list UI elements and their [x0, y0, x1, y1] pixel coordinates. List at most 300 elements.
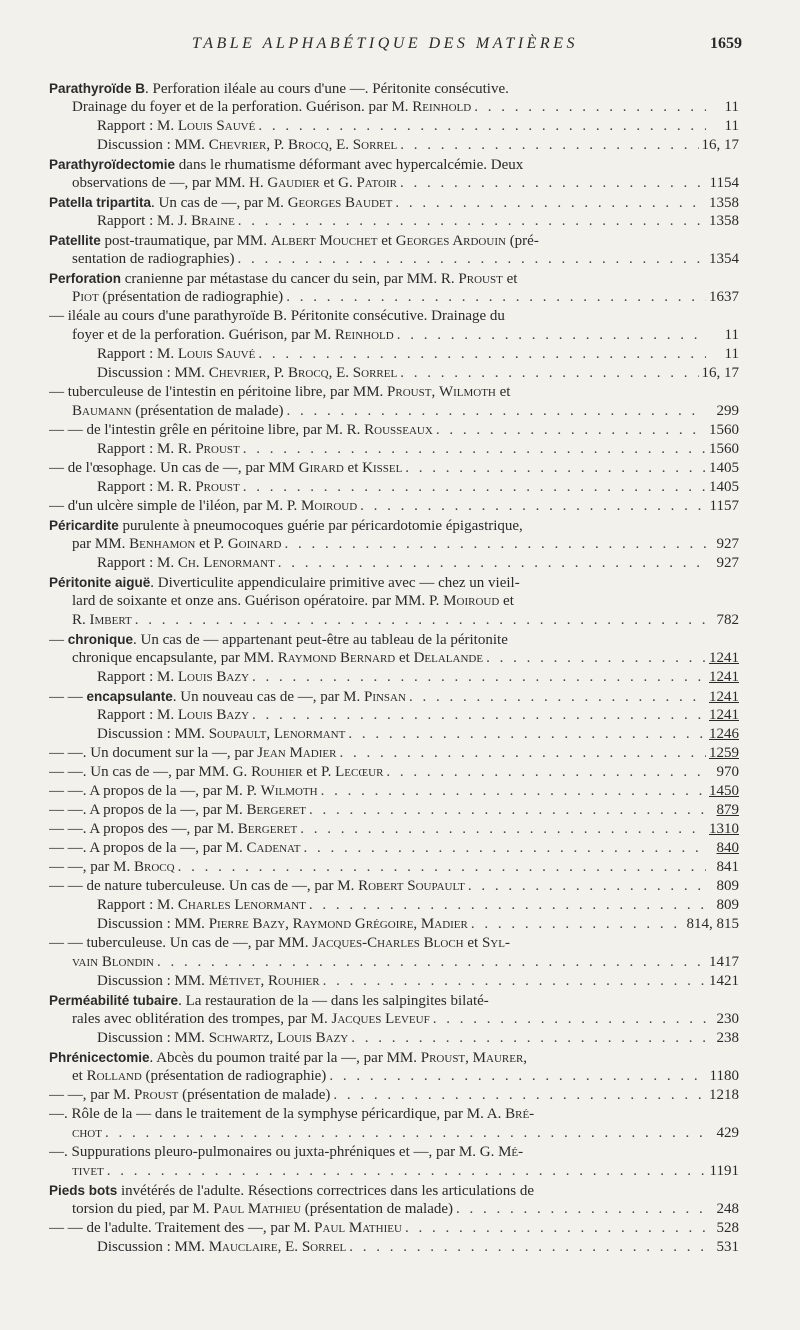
- entry-text: [97, 345, 255, 364]
- page-reference: 927: [716, 555, 739, 571]
- entry-text: [49, 1219, 402, 1238]
- entry-text: [72, 174, 397, 193]
- entry-headword: encapsulante: [86, 689, 173, 704]
- entry-text: [97, 1029, 348, 1048]
- entry-text-fragment: invétérés de l'adulte. Résections correctrices dans les articulations de: [117, 1183, 534, 1199]
- entry-text: [49, 1183, 534, 1199]
- page-reference: 927: [716, 536, 739, 552]
- author-name: Proust: [458, 271, 503, 287]
- author-name: Sorrel: [352, 137, 398, 153]
- entry-text-fragment: Rapport : M. R.: [97, 479, 196, 495]
- author-name: Kissel: [362, 460, 403, 476]
- entry-text-fragment: et G.: [319, 175, 357, 191]
- entry-text: [72, 535, 281, 554]
- entry-text-fragment: Rapport : M.: [97, 707, 178, 723]
- entry-headword: Patella tripartita: [49, 195, 152, 210]
- index-line: [49, 478, 739, 497]
- dot-leader: [386, 763, 706, 782]
- page-reference: 1241: [709, 669, 739, 685]
- author-name: Bergeret: [237, 821, 298, 837]
- entry-text-fragment: Drainage du foyer et de la perforation. Guérison. par M.: [72, 99, 413, 115]
- index-line: [49, 1238, 739, 1257]
- entry-text-fragment: (présentation de malade): [131, 403, 284, 419]
- index-line: [49, 79, 739, 98]
- index-line: [49, 1162, 739, 1181]
- author-name: Louis Sauvé: [177, 118, 256, 134]
- entry-text-fragment: lard de soixante et onze ans. Guérison opératoire. par MM. P.: [72, 593, 444, 609]
- entry-text: [49, 233, 539, 249]
- index-entries: [49, 79, 739, 1257]
- entry-text-fragment: . Un cas de — appartenant peut-être au tableau de la péritonite: [133, 632, 508, 648]
- entry-text-fragment: et: [395, 650, 414, 666]
- author-name: Schwartz: [208, 1030, 270, 1046]
- page-reference: 1310: [709, 821, 739, 837]
- entry-text-fragment: ,: [260, 973, 269, 989]
- entry-text-fragment: — —: [49, 689, 87, 705]
- entry-text-fragment: (présentation de radiographie): [98, 289, 284, 305]
- entry-text-fragment: et: [463, 935, 482, 951]
- entry-text: [72, 1010, 430, 1029]
- entry-text-fragment: —. Rôle de la — dans le traitement de la symphyse péricardique, par M. A.: [49, 1106, 506, 1122]
- entry-text-fragment: — —. Un document sur la —, par: [49, 745, 258, 761]
- author-name: Reinhold: [334, 327, 394, 343]
- author-name: Albert Mouchet: [270, 233, 378, 249]
- entry-text: [49, 157, 523, 173]
- entry-text-fragment: . Diverticulite appendiculaire primitive avec — chez un vieil-: [150, 575, 520, 591]
- entry-text: [97, 972, 320, 991]
- dot-leader: [238, 212, 706, 231]
- index-line: [49, 915, 739, 934]
- index-line: [49, 1067, 739, 1086]
- index-line: [49, 174, 739, 193]
- dot-leader: [348, 725, 706, 744]
- author-name: tivet: [72, 1163, 104, 1179]
- index-line: [49, 934, 739, 953]
- entry-text: [72, 649, 483, 668]
- entry-text: [49, 575, 520, 591]
- author-name: Sorrel: [352, 365, 398, 381]
- dot-leader: [107, 1162, 706, 1181]
- entry-text: [49, 459, 402, 478]
- index-line: [49, 554, 739, 573]
- page-reference: 1405: [709, 479, 739, 495]
- author-name: Paul Mathieu: [213, 1201, 301, 1217]
- author-name: Madier: [420, 916, 468, 932]
- entry-text: [97, 136, 397, 155]
- entry-text-fragment: par MM.: [72, 536, 130, 552]
- author-name: Proust: [420, 1050, 466, 1066]
- entry-text-fragment: . Un nouveau cas de —, par M.: [172, 689, 364, 705]
- dot-leader: [486, 649, 706, 668]
- dot-leader: [400, 136, 698, 155]
- dot-leader: [287, 402, 706, 421]
- author-name: Mé-: [498, 1144, 524, 1160]
- entry-text-fragment: ,: [266, 726, 274, 742]
- dot-leader: [351, 1029, 706, 1048]
- page-reference: 782: [716, 612, 739, 628]
- entry-text-fragment: , E.: [328, 137, 353, 153]
- dot-leader: [339, 744, 706, 763]
- entry-headword: chronique: [67, 632, 134, 647]
- page-reference: 1259: [709, 745, 739, 761]
- index-line: [49, 877, 739, 896]
- dot-leader: [135, 611, 706, 630]
- index-line: [49, 706, 739, 725]
- author-name: Rousseaux: [364, 422, 433, 438]
- entry-text-fragment: —. Suppurations pleuro-pulmonaires ou juxta-phréniques et —, par M. G.: [49, 1144, 499, 1160]
- index-line: [49, 421, 739, 440]
- dot-leader: [474, 98, 706, 117]
- entry-text: [49, 497, 357, 516]
- entry-text: [97, 896, 306, 915]
- page-reference: 1450: [709, 783, 739, 799]
- index-line: [49, 1086, 739, 1105]
- page-header: [0, 33, 800, 59]
- index-line: [49, 668, 739, 687]
- entry-text: [49, 744, 336, 763]
- dot-leader: [471, 915, 684, 934]
- entry-text-fragment: — —, par M.: [49, 1087, 134, 1103]
- page-reference: 1241: [709, 689, 739, 705]
- entry-text: [97, 725, 345, 744]
- author-name: Raymond Grégoire: [292, 916, 414, 932]
- page-reference: 841: [716, 859, 739, 875]
- index-line: [49, 98, 739, 117]
- entry-text: [72, 250, 234, 269]
- author-name: Lecœur: [335, 764, 384, 780]
- entry-text-fragment: — —. A propos de la —, par M. P.: [49, 783, 261, 799]
- entry-text-fragment: Discussion : MM.: [97, 973, 209, 989]
- entry-text: [49, 1106, 534, 1122]
- entry-text: [97, 668, 249, 687]
- page-reference: 840: [716, 840, 739, 856]
- entry-text: [49, 763, 383, 782]
- dot-leader: [333, 1086, 706, 1105]
- author-name: Reinhold: [412, 99, 472, 115]
- page-reference: 1246: [709, 726, 739, 742]
- index-line: [49, 288, 739, 307]
- author-name: Wilmoth: [438, 384, 496, 400]
- author-name: Lenormant: [273, 726, 346, 742]
- entry-text-fragment: — de l'œsophage. Un cas de —, par MM: [49, 460, 299, 476]
- index-line: [49, 1048, 739, 1067]
- author-name: Girard: [298, 460, 344, 476]
- index-line: [49, 326, 739, 345]
- entry-text: [72, 1200, 453, 1219]
- author-name: Wilmoth: [260, 783, 318, 799]
- entry-headword: Péritonite aiguë: [49, 575, 151, 590]
- index-line: [49, 231, 739, 250]
- author-name: Jacques-Charles Bloch: [312, 935, 464, 951]
- page-reference: 531: [716, 1239, 739, 1255]
- author-name: Goinard: [227, 536, 282, 552]
- entry-text-fragment: Discussion : MM.: [97, 916, 209, 932]
- entry-text: [97, 212, 235, 231]
- page-reference: 1421: [709, 973, 739, 989]
- index-line: [49, 193, 739, 212]
- dot-leader: [258, 117, 706, 136]
- entry-text: [49, 820, 297, 839]
- page-reference: 814, 815: [686, 916, 739, 932]
- entry-text-fragment: Discussion : MM.: [97, 365, 209, 381]
- index-line: [49, 611, 739, 630]
- dot-leader: [278, 554, 706, 573]
- entry-headword: Phrénicectomie: [49, 1050, 150, 1065]
- index-line: [49, 858, 739, 877]
- entry-text-fragment: post-traumatique, par MM.: [100, 233, 271, 249]
- author-name: Georges Baudet: [287, 195, 393, 211]
- page-reference: 16, 17: [701, 365, 739, 381]
- entry-text-fragment: Rapport : M.: [97, 897, 178, 913]
- entry-text: [49, 877, 465, 896]
- index-line: [49, 1124, 739, 1143]
- entry-text: [72, 326, 394, 345]
- index-line: [49, 307, 739, 326]
- dot-leader: [409, 688, 706, 706]
- entry-text-fragment: Rapport : M.: [97, 118, 178, 134]
- page-reference: 1241: [709, 650, 739, 666]
- dot-leader: [360, 497, 706, 516]
- entry-text: [97, 1238, 346, 1257]
- entry-text: [97, 706, 249, 725]
- entry-text-fragment: — —, par M.: [49, 859, 134, 875]
- entry-text-fragment: , P.: [266, 365, 289, 381]
- author-name: Louis Sauvé: [177, 346, 256, 362]
- entry-text: [49, 1086, 330, 1105]
- index-line: [49, 1143, 739, 1162]
- author-name: Proust: [195, 441, 240, 457]
- entry-text-fragment: (pré-: [505, 233, 539, 249]
- entry-text-fragment: et: [377, 233, 396, 249]
- entry-text: [97, 915, 468, 934]
- entry-text-fragment: Rapport : M.: [97, 555, 178, 571]
- page-reference: 1358: [709, 213, 739, 229]
- entry-text: [97, 478, 240, 497]
- author-name: Delalande: [413, 650, 484, 666]
- entry-text-fragment: Rapport : M. J.: [97, 213, 192, 229]
- index-line: [49, 953, 739, 972]
- dot-leader: [243, 478, 706, 497]
- author-name: Baumann: [72, 403, 132, 419]
- author-name: Proust: [195, 479, 240, 495]
- page-reference: 248: [716, 1201, 739, 1217]
- entry-text-fragment: Discussion : MM.: [97, 137, 209, 153]
- dot-leader: [237, 250, 706, 269]
- page-reference: 1560: [709, 441, 739, 457]
- index-line: [49, 383, 739, 402]
- entry-text-fragment: —: [49, 632, 68, 648]
- entry-text: [49, 271, 517, 287]
- author-name: Rouhier: [251, 764, 303, 780]
- index-line: [49, 820, 739, 839]
- page-reference: 11: [724, 346, 739, 362]
- entry-text-fragment: ,: [285, 916, 293, 932]
- page-reference: 299: [716, 403, 739, 419]
- entry-text-fragment: Rapport : M.: [97, 669, 178, 685]
- index-line: [49, 1219, 739, 1238]
- dot-leader: [349, 1238, 706, 1257]
- dot-leader: [405, 1219, 706, 1238]
- entry-text-fragment: et: [343, 460, 363, 476]
- page-reference: 11: [724, 118, 739, 134]
- index-line: [49, 649, 739, 668]
- entry-text-fragment: ,: [465, 1050, 473, 1066]
- author-name: Chevrier: [208, 365, 267, 381]
- author-name: Louis Bazy: [277, 1030, 349, 1046]
- index-line: [49, 364, 739, 383]
- entry-text: [49, 993, 489, 1009]
- page-reference: 1157: [709, 498, 739, 514]
- entry-text-fragment: R.: [72, 612, 90, 628]
- dot-leader: [258, 345, 706, 364]
- entry-text-fragment: — —. A propos de la —, par M.: [49, 840, 247, 856]
- entry-text-fragment: dans le rhumatisme déformant avec hypercalcémie. Deux: [175, 157, 524, 173]
- page-reference: 230: [716, 1011, 739, 1027]
- entry-text-fragment: Discussion : MM.: [97, 1030, 209, 1046]
- entry-text-fragment: ,: [523, 1050, 528, 1066]
- author-name: Paul Mathieu: [314, 1220, 402, 1236]
- author-name: Patoir: [356, 175, 397, 191]
- author-name: Brocq: [288, 137, 329, 153]
- entry-text: [49, 935, 510, 951]
- entry-text-fragment: Discussion : MM.: [97, 726, 209, 742]
- entry-text-fragment: chronique encapsulante, par MM.: [72, 650, 278, 666]
- page-reference: 11: [724, 99, 739, 115]
- index-line: [49, 250, 739, 269]
- author-name: vain Blondin: [72, 954, 154, 970]
- page-reference: 879: [716, 802, 739, 818]
- dot-leader: [397, 326, 706, 345]
- entry-text-fragment: et: [502, 271, 518, 287]
- entry-text-fragment: — — de nature tuberculeuse. Un cas de —, par M.: [49, 878, 359, 894]
- index-line: [49, 516, 739, 535]
- entry-text-fragment: . Un cas de —, par M.: [151, 195, 288, 211]
- entry-text-fragment: rales avec oblitération des trompes, par M.: [72, 1011, 332, 1027]
- page-reference: 528: [716, 1220, 739, 1236]
- dot-leader: [243, 440, 706, 459]
- entry-text: [49, 518, 523, 534]
- index-line: [49, 896, 739, 915]
- dot-leader: [157, 953, 706, 972]
- page-reference: 1180: [709, 1068, 739, 1084]
- dot-leader: [309, 801, 706, 820]
- page-reference: 238: [716, 1030, 739, 1046]
- dot-leader: [309, 896, 706, 915]
- index-line: [49, 459, 739, 478]
- page-reference: 1191: [709, 1163, 739, 1179]
- entry-text: [49, 1050, 527, 1066]
- page-reference: 1154: [709, 175, 739, 191]
- entry-text: [72, 288, 283, 307]
- dot-leader: [284, 535, 706, 554]
- dot-leader: [329, 1067, 706, 1086]
- index-line: [49, 1200, 739, 1219]
- index-line: [49, 1010, 739, 1029]
- entry-text: [49, 193, 392, 212]
- author-name: chot: [72, 1125, 102, 1141]
- entry-headword: Pieds bots: [49, 1183, 118, 1198]
- page-reference: 1354: [709, 251, 739, 267]
- entry-headword: Péricardite: [49, 518, 119, 533]
- author-name: Chevrier: [208, 137, 267, 153]
- author-name: Moiroud: [443, 593, 500, 609]
- index-line: [49, 535, 739, 554]
- entry-text-fragment: et P.: [195, 536, 228, 552]
- entry-text-fragment: . La restauration de la — dans les salpingites bilaté-: [178, 993, 489, 1009]
- author-name: Brocq: [134, 859, 175, 875]
- entry-text-fragment: Rapport : M.: [97, 346, 178, 362]
- index-line: [49, 763, 739, 782]
- entry-text: [72, 593, 514, 609]
- dot-leader: [436, 421, 706, 440]
- page-reference: 970: [716, 764, 739, 780]
- entry-text: [72, 953, 154, 972]
- page-reference: 1358: [709, 195, 739, 211]
- dot-leader: [395, 194, 706, 212]
- entry-text-fragment: — — tuberculeuse. Un cas de —, par MM.: [49, 935, 313, 951]
- author-name: Robert Soupault: [358, 878, 465, 894]
- author-name: Métivet: [208, 973, 261, 989]
- running-title: TABLE ALPHABÉTIQUE DES MATIÈRES: [192, 35, 578, 52]
- entry-text-fragment: — tuberculeuse de l'intestin en péritoine libre, par MM.: [49, 384, 388, 400]
- index-line: [49, 725, 739, 744]
- index-line: [49, 801, 739, 820]
- entry-text-fragment: , E.: [277, 1239, 302, 1255]
- index-line: [49, 1029, 739, 1048]
- entry-text-fragment: ,: [413, 916, 421, 932]
- entry-text: [49, 1144, 523, 1160]
- dot-leader: [252, 706, 706, 725]
- entry-text-fragment: . Abcès du poumon traité par la —, par MM.: [149, 1050, 421, 1066]
- entry-text: [49, 632, 508, 648]
- entry-text-fragment: cranienne par métastase du cancer du sein, par MM. R.: [121, 271, 459, 287]
- index-line: [49, 592, 739, 611]
- entry-text-fragment: — — de l'intestin grêle en péritoine libre, par M. R.: [49, 422, 365, 438]
- index-line: [49, 212, 739, 231]
- entry-text: [49, 801, 306, 820]
- page-reference: 1637: [709, 289, 739, 305]
- entry-text: [72, 98, 471, 117]
- page-number: 1659: [710, 35, 742, 52]
- entry-text-fragment: (présentation de malade): [178, 1087, 331, 1103]
- dot-leader: [405, 459, 706, 478]
- index-line: [49, 630, 739, 649]
- entry-text-fragment: torsion du pied, par M.: [72, 1201, 214, 1217]
- dot-leader: [433, 1010, 706, 1029]
- entry-text: [72, 611, 132, 630]
- author-name: Proust: [387, 384, 432, 400]
- entry-headword: Perméabilité tubaire: [49, 993, 179, 1008]
- entry-text-fragment: — d'un ulcère simple de l'iléon, par M. P.: [49, 498, 302, 514]
- entry-text: [49, 782, 318, 801]
- entry-text: [49, 839, 300, 858]
- index-line: [49, 687, 739, 706]
- author-name: Soupault: [208, 726, 267, 742]
- entry-text-fragment: — —. A propos des —, par M.: [49, 821, 238, 837]
- author-name: Ch. Lenormant: [177, 555, 275, 571]
- author-name: Sorrel: [301, 1239, 347, 1255]
- author-name: Proust: [134, 1087, 179, 1103]
- index-line: [49, 345, 739, 364]
- page-reference: 1241: [709, 707, 739, 723]
- dot-leader: [468, 877, 706, 896]
- page-reference: 429: [716, 1125, 739, 1141]
- entry-text: [49, 421, 433, 440]
- entry-text: [72, 402, 284, 421]
- entry-text-fragment: et: [72, 1068, 87, 1084]
- dot-leader: [252, 668, 706, 687]
- entry-text: [97, 440, 240, 459]
